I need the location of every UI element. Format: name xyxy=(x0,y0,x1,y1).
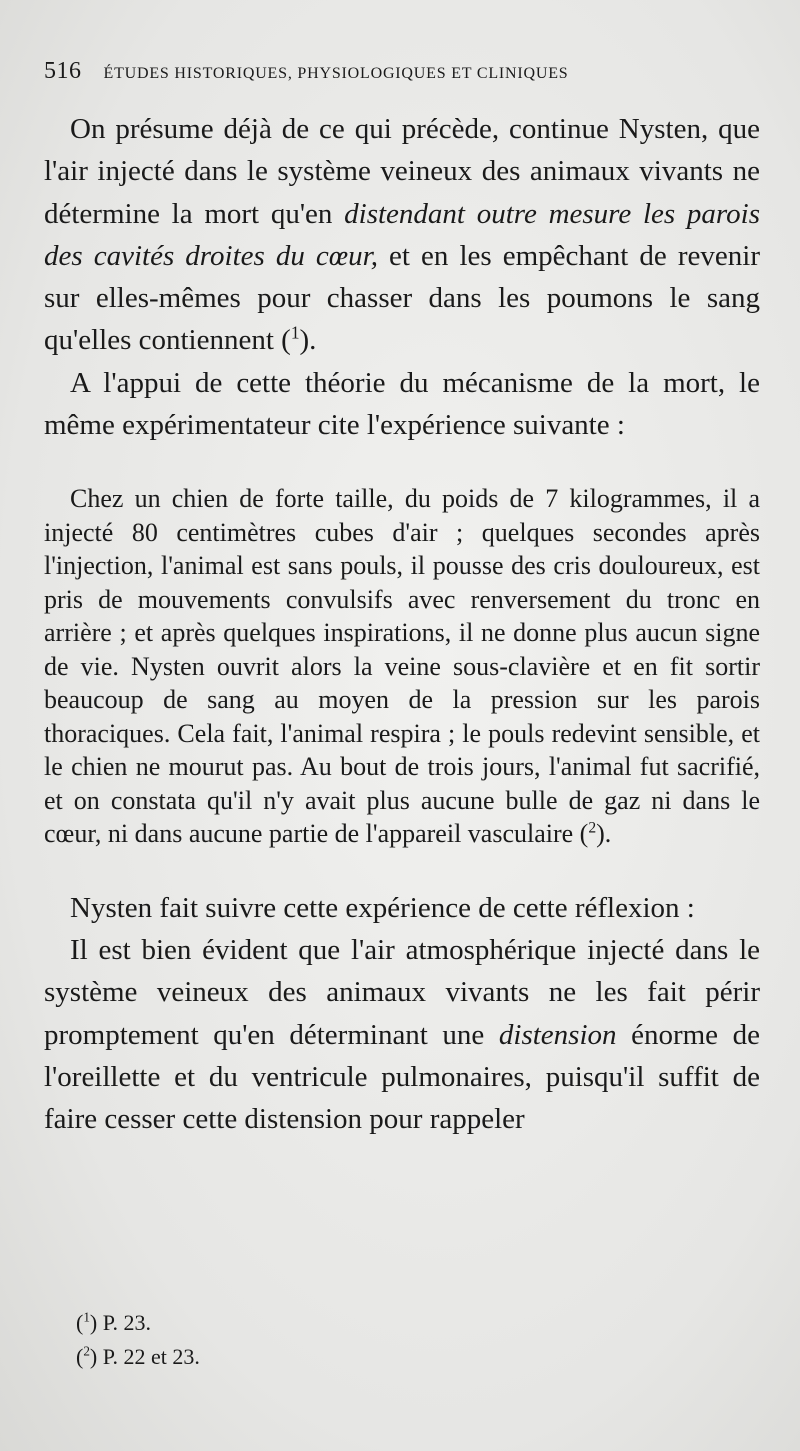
experiment-quote xyxy=(44,482,760,851)
quote-text: Chez un chien de forte taille, du poids de 7 kilogrammes, il a injecté 80 centimètres cubes d'air ; quelques secondes après l'injection, l'animal est sans pouls, il pousse des cris douloureux, est pris de mouvements convulsifs avec renversement du tronc en arrière ; et après quelques inspirations, il ne donne plus aucun signe de vie. Nysten ouvrit alors la veine sous-clavière et en fit sortir beaucoup de sang au moyen de la pression sur les parois thoraciques. Cela fait, l'animal respira ; le pouls redevint sensible, et le chien ne mourut pas. Au bout de trois jours, l'animal fut sacrifié, et on constata qu'il n'y avait plus aucune bulle de gaz ni dans le cœur, ni dans aucune partie de l'appareil vasculaire ( xyxy=(44,484,760,849)
footnote-2: ($^2$) P. 22 et 23. xyxy=(76,1343,200,1369)
quote-text: ). xyxy=(596,819,612,849)
paragraph-reflexion-intro: Nysten fait suivre cette expérience de cette réflexion : xyxy=(70,891,695,924)
paragraph-reflexion xyxy=(44,929,760,1140)
italic-word: distension xyxy=(498,1018,617,1051)
page-number: 516 xyxy=(44,58,82,84)
running-title: ÉTUDES HISTORIQUES, PHYSIOLOGIQUES ET CLINIQUES xyxy=(103,65,569,82)
paragraph-experiment-intro: A l'appui de cette théorie du mécanisme de la mort, le même expérimentateur cite l'expérience suivante : xyxy=(44,366,760,442)
paragraph-text: On présume déjà de ce qui précède, continue Nysten, que l'air injecté dans le système veineux des animaux vivants ne détermine la mort qu'en xyxy=(44,113,760,230)
paragraph-nysten-theory xyxy=(44,108,760,362)
paragraph-text: Il est bien évident que l'air atmosphérique injecté dans le système veineux des animaux vivants ne les fait périr promptement qu'en déterminant une xyxy=(44,934,760,1051)
footnote-mark: 2 xyxy=(83,1343,90,1359)
footnotes xyxy=(76,1306,200,1374)
paragraph-text: ). xyxy=(299,324,317,357)
footnote-1: ($^1$) P. 23. xyxy=(76,1309,152,1335)
footnote-text: P. 23. xyxy=(102,1310,152,1335)
running-head xyxy=(44,58,760,94)
footnote-ref: 2 xyxy=(588,819,597,837)
footnote-mark: 1 xyxy=(83,1309,90,1325)
footnote-ref: 1 xyxy=(290,322,300,343)
italic-phrase: distendant outre mesure les parois des cavités droites du cœur, xyxy=(44,197,760,272)
footnote-text: P. 22 et 23. xyxy=(102,1344,200,1369)
paragraph-text: et en les empêchant de revenir sur elles-mêmes pour chasser dans les poumons le sang qu'elles contiennent ( xyxy=(44,239,760,357)
paragraph-text: énorme de l'oreillette et du ventricule pulmonaires, puisqu'il suffit de faire cesser cette distension pour rappeler xyxy=(44,1018,760,1136)
